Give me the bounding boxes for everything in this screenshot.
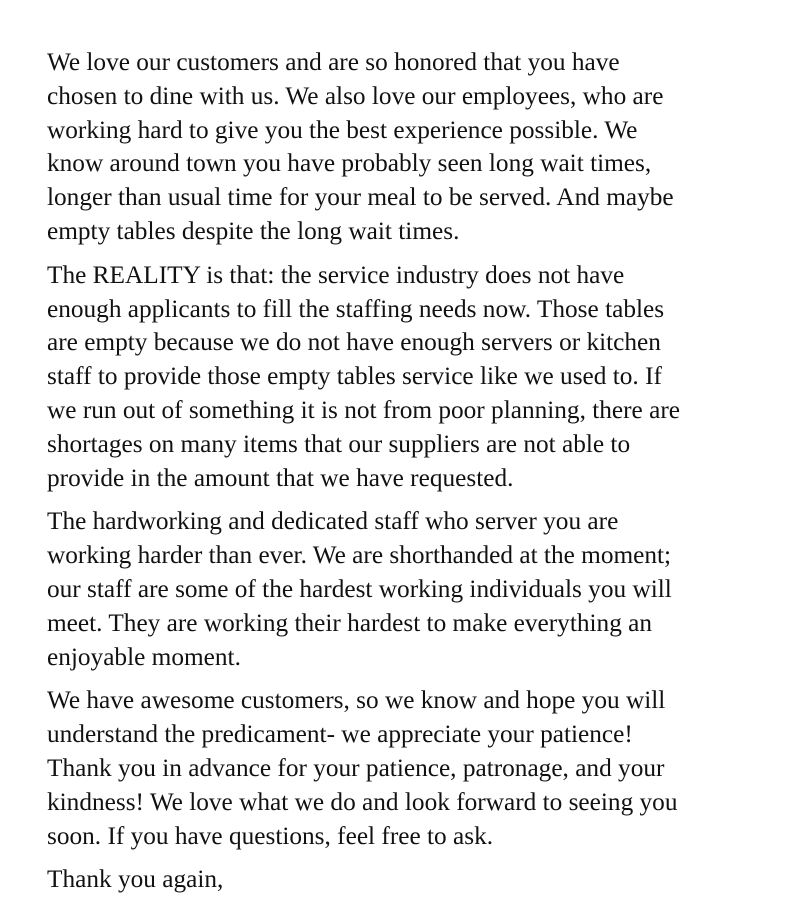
text-line: know around town you have probably seen long wait times,: [47, 149, 652, 178]
text-line: kindness! We love what we do and look forward to seeing you: [47, 787, 678, 816]
text-line: provide in the amount that we have requested.: [47, 463, 514, 492]
paragraph: [47, 259, 680, 496]
text-line: We have awesome customers, so we know and hope you will: [47, 686, 666, 715]
text-line: We love our customers and are so honored that you have: [47, 48, 620, 76]
letter-document: [47, 46, 680, 907]
text-line: staff to provide those empty tables service like we used to. If: [47, 362, 662, 391]
text-line: Thank you again,: [47, 865, 224, 894]
paragraph: [47, 684, 680, 853]
paragraph: [47, 863, 680, 897]
text-line: soon. If you have questions, feel free to ask.: [47, 821, 494, 850]
text-line: understand the predicament- we appreciate your patience!: [47, 720, 633, 749]
text-line: chosen to dine with us. We also love our employees, who are: [47, 81, 664, 110]
text-line: The REALITY is that: the service industry does not have: [47, 260, 625, 289]
text-line: Thank you in advance for your patience, patronage, and your: [47, 753, 665, 782]
text-line: are empty because we do not have enough servers or kitchen: [47, 328, 661, 357]
text-line: working harder than ever. We are shorthanded at the moment;: [47, 541, 672, 570]
text-line: enough applicants to fill the staffing needs now. Those tables: [47, 294, 665, 323]
paragraph: [47, 505, 680, 674]
text-line: empty tables despite the long wait times.: [47, 216, 460, 245]
text-line: The hardworking and dedicated staff who server you are: [47, 507, 619, 536]
text-line: enjoyable moment.: [47, 642, 241, 671]
text-line: we run out of something it is not from poor planning, there are: [47, 395, 680, 424]
text-line: longer than usual time for your meal to be served. And maybe: [47, 183, 674, 212]
text-line: shortages on many items that our suppliers are not able to: [47, 429, 631, 458]
text-line: meet. They are working their hardest to make everything an: [47, 608, 653, 637]
text-line: our staff are some of the hardest working individuals you will: [47, 574, 672, 603]
paragraph: [47, 46, 680, 249]
text-line: working hard to give you the best experience possible. We: [47, 115, 638, 144]
